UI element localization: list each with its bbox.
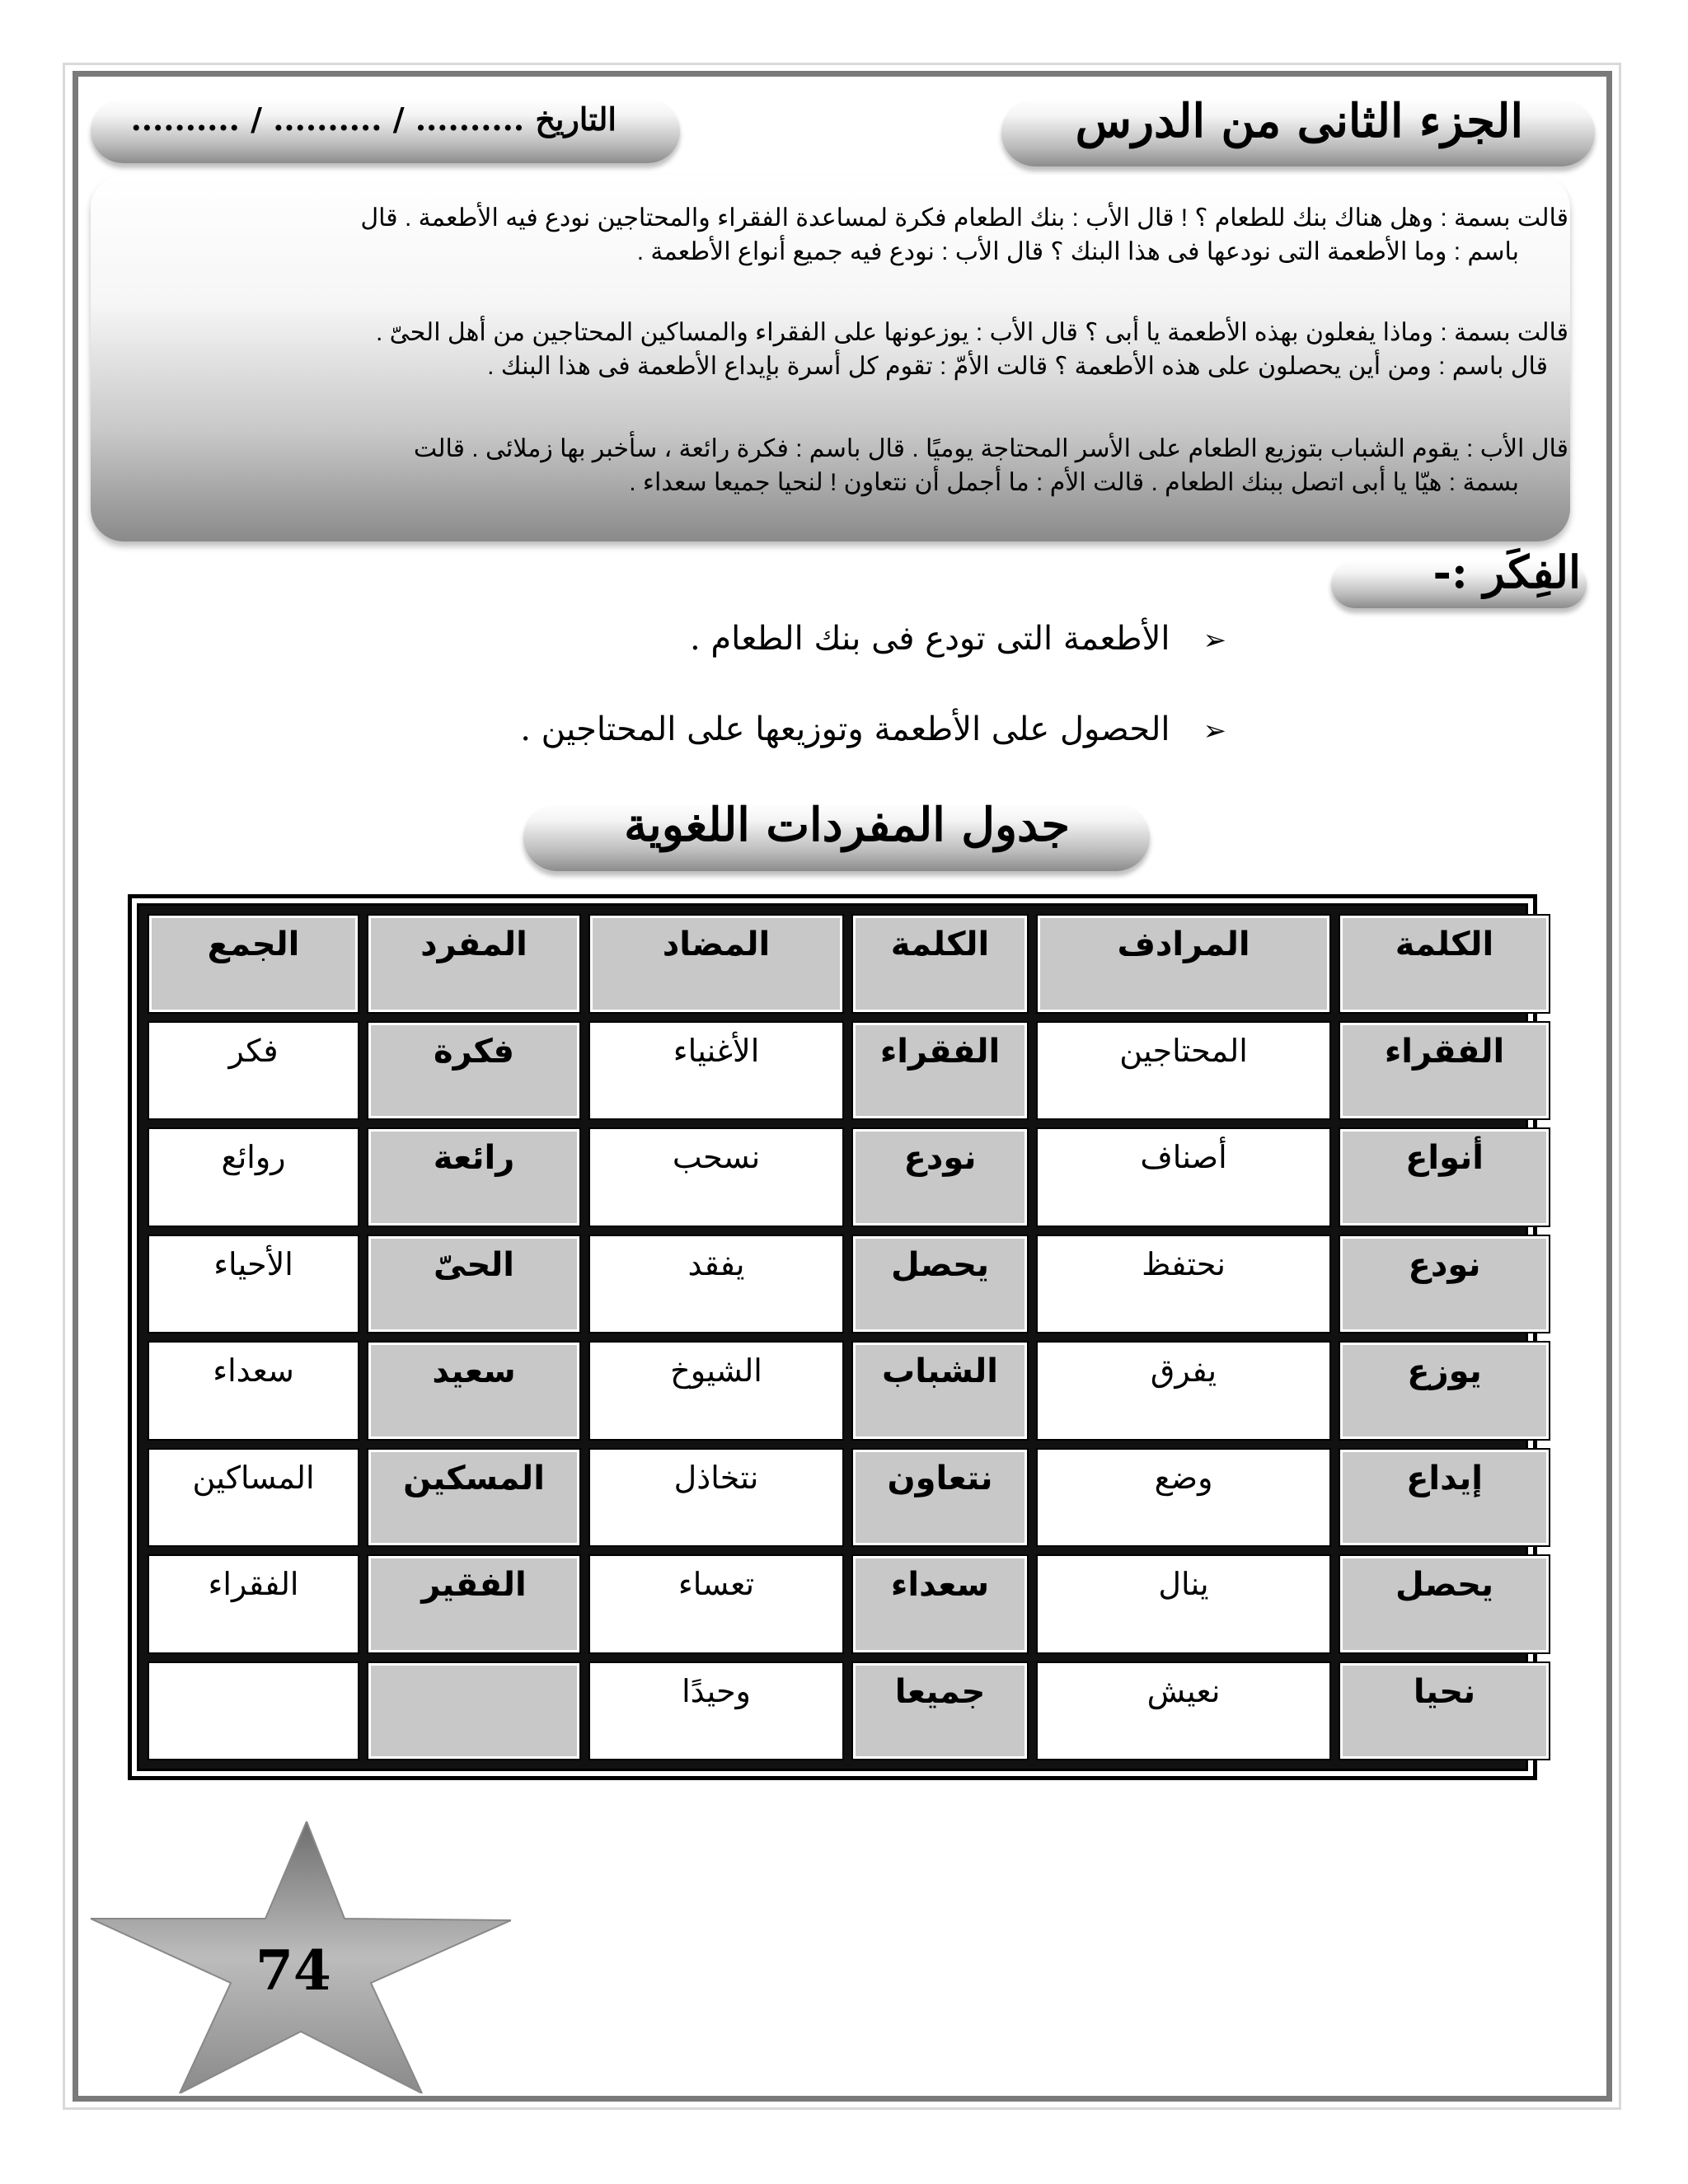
table-cell [367, 1661, 581, 1761]
table-cell: سعيد [367, 1341, 581, 1441]
table-header-cell: المرادف [1036, 914, 1331, 1014]
page-number: 74 [256, 1938, 331, 2003]
story-line: بسمة : هيّا يا أبى اتصل ببنك الطعام . قالت الأم : ما أجمل أن نتعاون ! لنحيا جميعا سعداء . [629, 469, 1519, 496]
table-cell: وحيدًا [588, 1661, 844, 1761]
table-cell: تعساء [588, 1554, 844, 1654]
table-cell: يحصل [1339, 1554, 1550, 1654]
table-cell: الشيوخ [588, 1341, 844, 1441]
idea-text: الحصول على الأطعمة وتوزيعها على المحتاجين . [520, 710, 1170, 748]
table-cell: يفقد [588, 1235, 844, 1334]
table-cell: نودع [1339, 1235, 1550, 1334]
table-cell: أصناف [1036, 1127, 1331, 1227]
table-cell: ينال [1036, 1554, 1331, 1654]
story-paragraph-1 [110, 201, 1568, 269]
table-cell: نتخاذل [588, 1448, 844, 1548]
story-line: باسم : وما الأطعمة التى نودعها فى هذا البنك ؟ قال الأب : نودع فيه جميع أنواع الأطعمة . [636, 238, 1519, 265]
table-cell: رائعة [367, 1127, 581, 1227]
vocab-title: جدول المفردات اللغوية [624, 798, 1070, 852]
table-cell: أنواع [1339, 1127, 1550, 1227]
table-cell: الأحياء [148, 1235, 359, 1334]
table-cell: نحتفظ [1036, 1235, 1331, 1334]
ideas-heading: الفِكَر :- [1432, 546, 1581, 598]
table-cell: نعيش [1036, 1661, 1331, 1761]
table-cell: نتعاون [851, 1448, 1029, 1548]
story-paragraph-2 [110, 316, 1568, 383]
table-cell: الحىّ [367, 1235, 581, 1334]
table-cell: يحصل [851, 1235, 1029, 1334]
table-cell: نحيا [1339, 1661, 1550, 1761]
table-cell: نودع [851, 1127, 1029, 1227]
table-cell: الفقير [367, 1554, 581, 1654]
table-cell: فكر [148, 1021, 359, 1121]
story-line: قال باسم : ومن أين يحصلون على هذه الأطعمة ؟ قالت الأمّ : تقوم كل أسرة بإيداع الأطعمة فى هذا البنك . [487, 353, 1548, 380]
table-cell: المسكين [367, 1448, 581, 1548]
table-header-cell: الكلمة [1339, 914, 1550, 1014]
story-paragraph-3 [110, 432, 1568, 499]
table-cell: الفقراء [851, 1021, 1029, 1121]
table-header-cell: المضاد [588, 914, 844, 1014]
table-cell: المحتاجين [1036, 1021, 1331, 1121]
idea-item-1 [690, 620, 1226, 658]
table-cell: روائع [148, 1127, 359, 1227]
table-cell: الفقراء [1339, 1021, 1550, 1121]
table-header-cell: الكلمة [851, 914, 1029, 1014]
vocab-grid [137, 903, 1528, 1771]
table-cell: سعداء [851, 1554, 1029, 1654]
table-header-cell: المفرد [367, 914, 581, 1014]
table-cell: يوزع [1339, 1341, 1550, 1441]
table-cell: الأغنياء [588, 1021, 844, 1121]
table-cell: جميعا [851, 1661, 1029, 1761]
story-line: قالت بسمة : وماذا يفعلون بهذه الأطعمة يا أبى ؟ قال الأب : يوزعونها على الفقراء والمساكين المحتاجين من أهل الحىّ . [376, 319, 1568, 346]
table-cell [148, 1661, 359, 1761]
table-cell: إيداع [1339, 1448, 1550, 1548]
table-cell: فكرة [367, 1021, 581, 1121]
table-cell: نسحب [588, 1127, 844, 1227]
idea-item-2 [520, 710, 1226, 748]
table-cell: سعداء [148, 1341, 359, 1441]
table-cell: الشباب [851, 1341, 1029, 1441]
date-field: التاريخ .......... / .......... / .......... [130, 101, 617, 138]
table-cell: وضع [1036, 1448, 1331, 1548]
table-header-cell: الجمع [148, 914, 359, 1014]
table-cell: المساكين [148, 1448, 359, 1548]
story-line: قال الأب : يقوم الشباب بتوزيع الطعام على الأسر المحتاجة يوميًا . قال باسم : فكرة رائعة ، سأخبر بها زملائى . قالت [413, 435, 1568, 462]
table-cell: الفقراء [148, 1554, 359, 1654]
table-cell: يفرق [1036, 1341, 1331, 1441]
lesson-title: الجزء الثانى من الدرس [1075, 94, 1523, 148]
story-line: قالت بسمة : وهل هناك بنك للطعام ؟ ! قال الأب : بنك الطعام فكرة لمساعدة الفقراء والمحتاجين نودع فيه الأطعمة . قال [360, 204, 1568, 232]
arrow-bullet-icon: ➢ [1203, 715, 1226, 748]
vocab-table [128, 894, 1537, 1780]
idea-text: الأطعمة التى تودع فى بنك الطعام . [689, 620, 1170, 658]
arrow-bullet-icon: ➢ [1203, 624, 1226, 657]
